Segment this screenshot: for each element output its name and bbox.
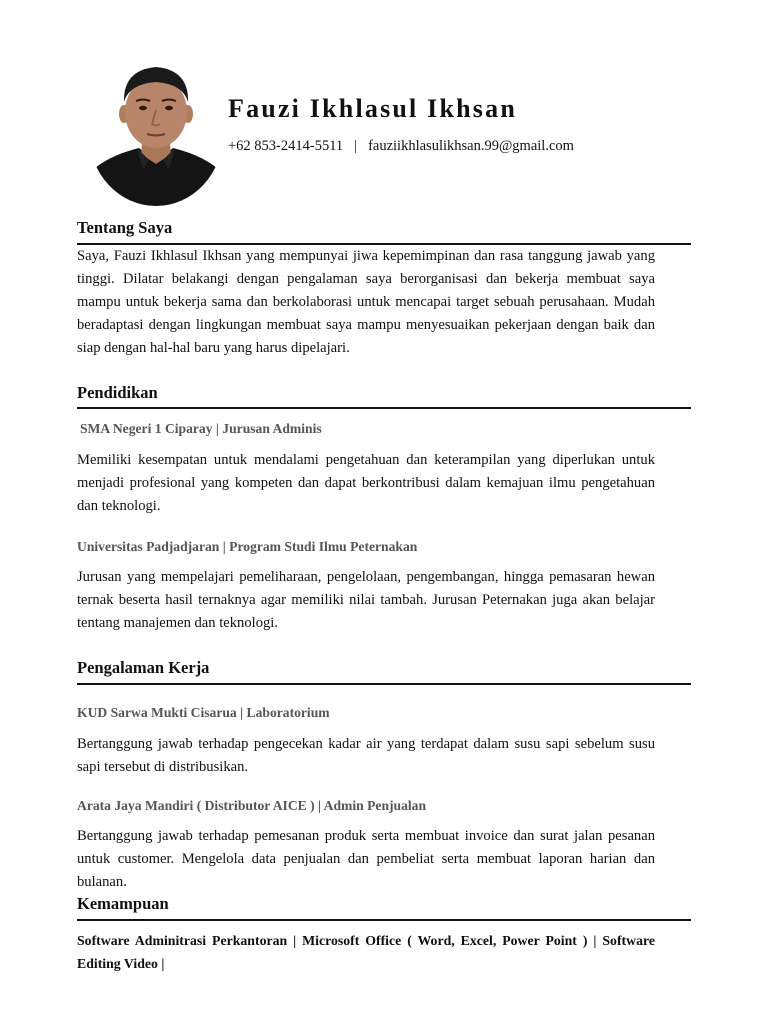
education-heading: SMA Negeri 1 Ciparay | Jurusan Adminis <box>80 421 322 436</box>
about-text: Saya, Fauzi Ikhlasul Ikhsan yang mempunyai jiwa kepemimpinan dan rasa tanggung jawab yang tinggi. Dilatar belakangi dengan pengalaman saya berorganisasi dan bekerja membuat saya mampu untuk bekerja sama dan berkolaborasi untuk mencapai target sebuah perusahaan. Mudah beradaptasi dengan lingkungan membuat saya mampu menyesuaikan pekerjaan dengan baik dan siap dengan hal-hal baru yang harus dipelajari. <box>77 248 655 356</box>
experience-heading: KUD Sarwa Mukti Cisarua | Laboratorium <box>77 705 330 720</box>
education-description: Memiliki kesempatan untuk mendalami pengetahuan dan keterampilan yang diperlukan untuk menjadi profesional yang kompeten dan dapat berkontribusi dalam kemajuan ilmu pengetahuan dan teknologi. <box>77 452 655 514</box>
section-divider <box>77 683 691 685</box>
experience-description: Bertanggung jawab terhadap pengecekan kadar air yang terdapat dalam susu sapi sebelum susu sapi tersebut di distribusikan. <box>77 736 655 775</box>
experience-heading: Arata Jaya Mandiri ( Distributor AICE ) | Admin Penjualan <box>77 798 427 813</box>
section-divider <box>77 407 691 409</box>
contact-line <box>228 138 574 155</box>
education-description: Jurusan yang mempelajari pemeliharaan, pengelolaan, pengembangan, hingga pemasaran hewan ternak beserta hasil ternaknya agar memiliki nilai tambah. Jurusan Peternakan juga akan belajar tentang manajemen dan teknologi. <box>77 569 655 631</box>
skills-list: Software Adminitrasi Perkantoran | Microsoft Office ( Word, Excel, Power Point ) | Software Editing Video | <box>77 933 655 971</box>
contact-separator: | <box>354 138 358 154</box>
profile-photo <box>89 62 223 206</box>
section-title-experience: Pengalaman Kerja <box>77 658 210 677</box>
person-portrait-icon <box>89 62 223 206</box>
section-title-education: Pendidikan <box>77 383 158 402</box>
section-title-about: Tentang Saya <box>77 218 173 237</box>
phone-number: +62 853-2414-5511 <box>228 138 344 154</box>
email-address: fauziikhlasulikhsan.99@gmail.com <box>368 138 574 154</box>
education-heading: Universitas Padjadjaran | Program Studi Ilmu Peternakan <box>77 539 418 554</box>
section-title-skills: Kemampuan <box>77 894 169 913</box>
candidate-name: Fauzi Ikhlasul Ikhsan <box>228 94 517 123</box>
experience-description: Bertanggung jawab terhadap pemesanan produk serta membuat invoice dan surat jalan pesanan untuk customer. Mengelola data penjualan dan pembeliat serta membuat laporan harian dan bulanan. <box>77 828 655 890</box>
section-divider <box>77 919 691 921</box>
